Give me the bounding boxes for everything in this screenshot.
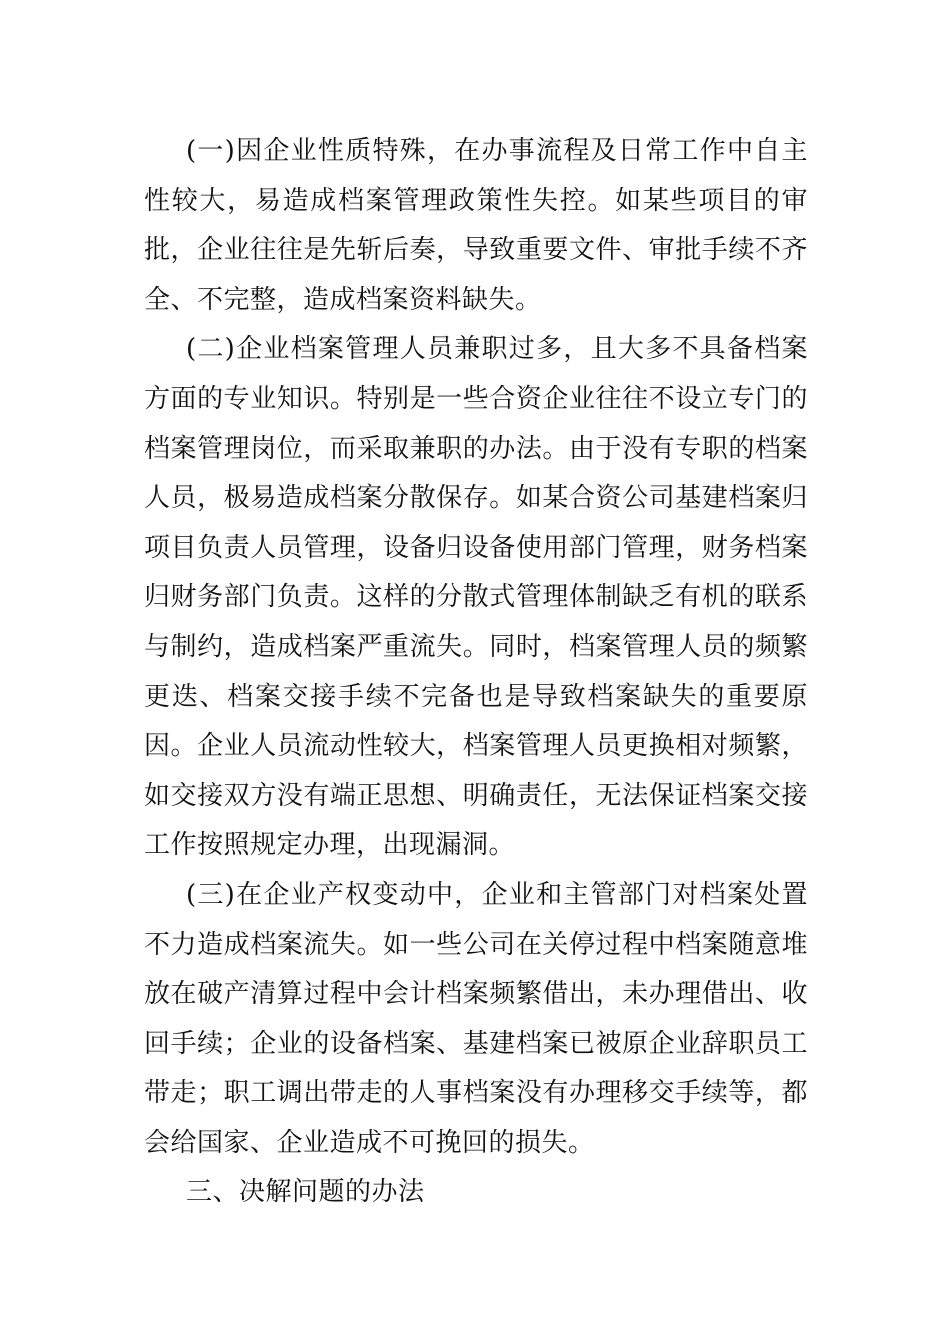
paragraph-2: (二)企业档案管理人员兼职过多，且大多不具备档案方面的专业知识。特别是一些合资企业往往不设立专门的档案管理岗位，而采取兼职的办法。由于没有专职的档案人员，极易造成档案分散保存。如某合资公司基建档案归项目负责人员管理，设备归设备使用部门管理，财务档案归财务部门负责。这样的分散式管理体制缺乏有机的联系与制约，造成档案严重流失。同时，档案管理人员的频繁更迭、档案交接手续不完备也是导致档案缺失的重要原因。企业人员流动性较大，档案管理人员更换相对频繁，如交接双方没有端正思想、明确责任，无法保证档案交接工作按照规定办理，出现漏洞。 <box>144 334 808 861</box>
paragraph-3: (三)在企业产权变动中，企业和主管部门对档案处置不力造成档案流失。如一些公司在关停过程中档案随意堆放在破产清算过程中会计档案频繁借出，未办理借出、收回手续；企业的设备档案、基建档案已被原企业辞职员工带走；职工调出带走的人事档案没有办理移交手续等，都会给国家、企业造成不可挽回的损失。 <box>144 879 808 1158</box>
section-heading: 三、决解问题的办法 <box>186 1177 425 1208</box>
paragraph-1: (一)因企业性质特殊，在办事流程及日常工作中自主性较大，易造成档案管理政策性失控。如某些项目的审批，企业往往是先斩后奏，导致重要文件、审批手续不齐全、不完整，造成档案资料缺失。 <box>144 136 808 315</box>
document-body <box>144 127 808 1218</box>
